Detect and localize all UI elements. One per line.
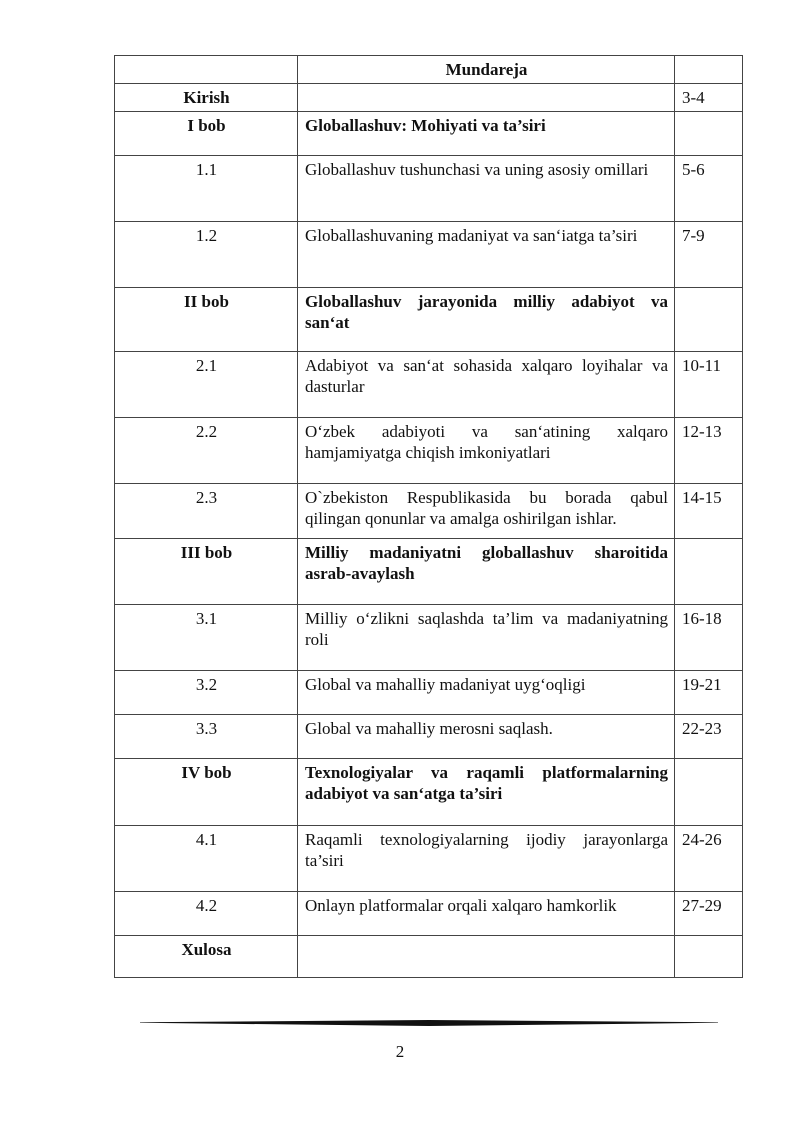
toc-pages: 22-23 [675,715,743,759]
toc-row-section [115,715,743,759]
toc-number: 1.1 [115,156,298,222]
toc-number: Kirish [115,84,298,112]
toc-number: IV bob [115,759,298,826]
toc-title-cell: Global va mahalliy merosni saqlash. [298,715,675,759]
toc-pages: 19-21 [675,671,743,715]
toc-title-cell: Milliy o‘zlikni saqlashda ta’lim va madaniyatning roli [298,605,675,671]
toc-pages [675,759,743,826]
toc-pages: 27-29 [675,892,743,936]
toc-pages: 12-13 [675,418,743,484]
toc-row-chapter [115,288,743,352]
toc-title-cell: Globallashuv: Mohiyati va ta’siri [298,112,675,156]
toc-number: I bob [115,112,298,156]
toc-row-chapter [115,539,743,605]
toc-row-section [115,222,743,288]
header-empty-cell [115,56,298,84]
toc-title-cell [298,84,675,112]
toc-title-cell: Raqamli texnologiyalarning ijodiy jarayonlarga ta’siri [298,826,675,892]
toc-title-cell: Adabiyot va san‘at sohasida xalqaro loyihalar va dasturlar [298,352,675,418]
toc-number: 4.2 [115,892,298,936]
toc-number: 4.1 [115,826,298,892]
toc-number: 3.3 [115,715,298,759]
toc-title-cell: Globallashuv tushunchasi va uning asosiy omillari [298,156,675,222]
toc-title-cell: Globallashuv jarayonida milliy adabiyot va san‘at [298,288,675,352]
table-of-contents [114,55,743,978]
toc-pages: 24-26 [675,826,743,892]
toc-title-cell: Texnologiyalar va raqamli platformalarning adabiyot va san‘atga ta’siri [298,759,675,826]
toc-number: Xulosa [115,936,298,978]
toc-row-chapter [115,112,743,156]
toc-pages: 14-15 [675,484,743,539]
toc-number: II bob [115,288,298,352]
toc-title-cell: Onlayn platformalar orqali xalqaro hamkorlik [298,892,675,936]
toc-pages: 16-18 [675,605,743,671]
toc-row-section [115,892,743,936]
toc-row-section [115,352,743,418]
toc-pages: 5-6 [675,156,743,222]
page-number: 2 [395,1042,405,1061]
toc-title: Mundareja [298,56,675,84]
toc-title-cell: Global va mahalliy madaniyat uyg‘oqligi [298,671,675,715]
toc-pages [675,936,743,978]
toc-pages: 10-11 [675,352,743,418]
toc-row-section [115,671,743,715]
toc-title-cell [298,936,675,978]
toc-pages [675,112,743,156]
header-empty-cell [675,56,743,84]
footer-rule [140,1018,718,1028]
toc-row-section [115,418,743,484]
toc-row-chapter [115,759,743,826]
toc-row-section [115,484,743,539]
toc-row-conclusion [115,936,743,978]
toc-row-section [115,605,743,671]
toc-number: III bob [115,539,298,605]
toc-pages [675,288,743,352]
toc-title-cell: Globallashuvaning madaniyat va san‘iatga ta’siri [298,222,675,288]
toc-pages: 7-9 [675,222,743,288]
toc-row-section [115,826,743,892]
toc-title-cell: O`zbekiston Respublikasida bu borada qabul qilingan qonunlar va amalga oshirilgan ishlar. [298,484,675,539]
toc-number: 3.2 [115,671,298,715]
toc-row-intro [115,84,743,112]
toc-number: 2.2 [115,418,298,484]
toc-pages [675,539,743,605]
toc-body [115,56,743,978]
toc-number: 1.2 [115,222,298,288]
toc-title-cell: O‘zbek adabiyoti va san‘atining xalqaro hamjamiyatga chiqish imkoniyatlari [298,418,675,484]
toc-number: 2.1 [115,352,298,418]
toc-number: 3.1 [115,605,298,671]
toc-pages: 3-4 [675,84,743,112]
toc-row-section [115,156,743,222]
toc-header-row [115,56,743,84]
toc-number: 2.3 [115,484,298,539]
toc-title-cell: Milliy madaniyatni globallashuv sharoitida asrab-avaylash [298,539,675,605]
